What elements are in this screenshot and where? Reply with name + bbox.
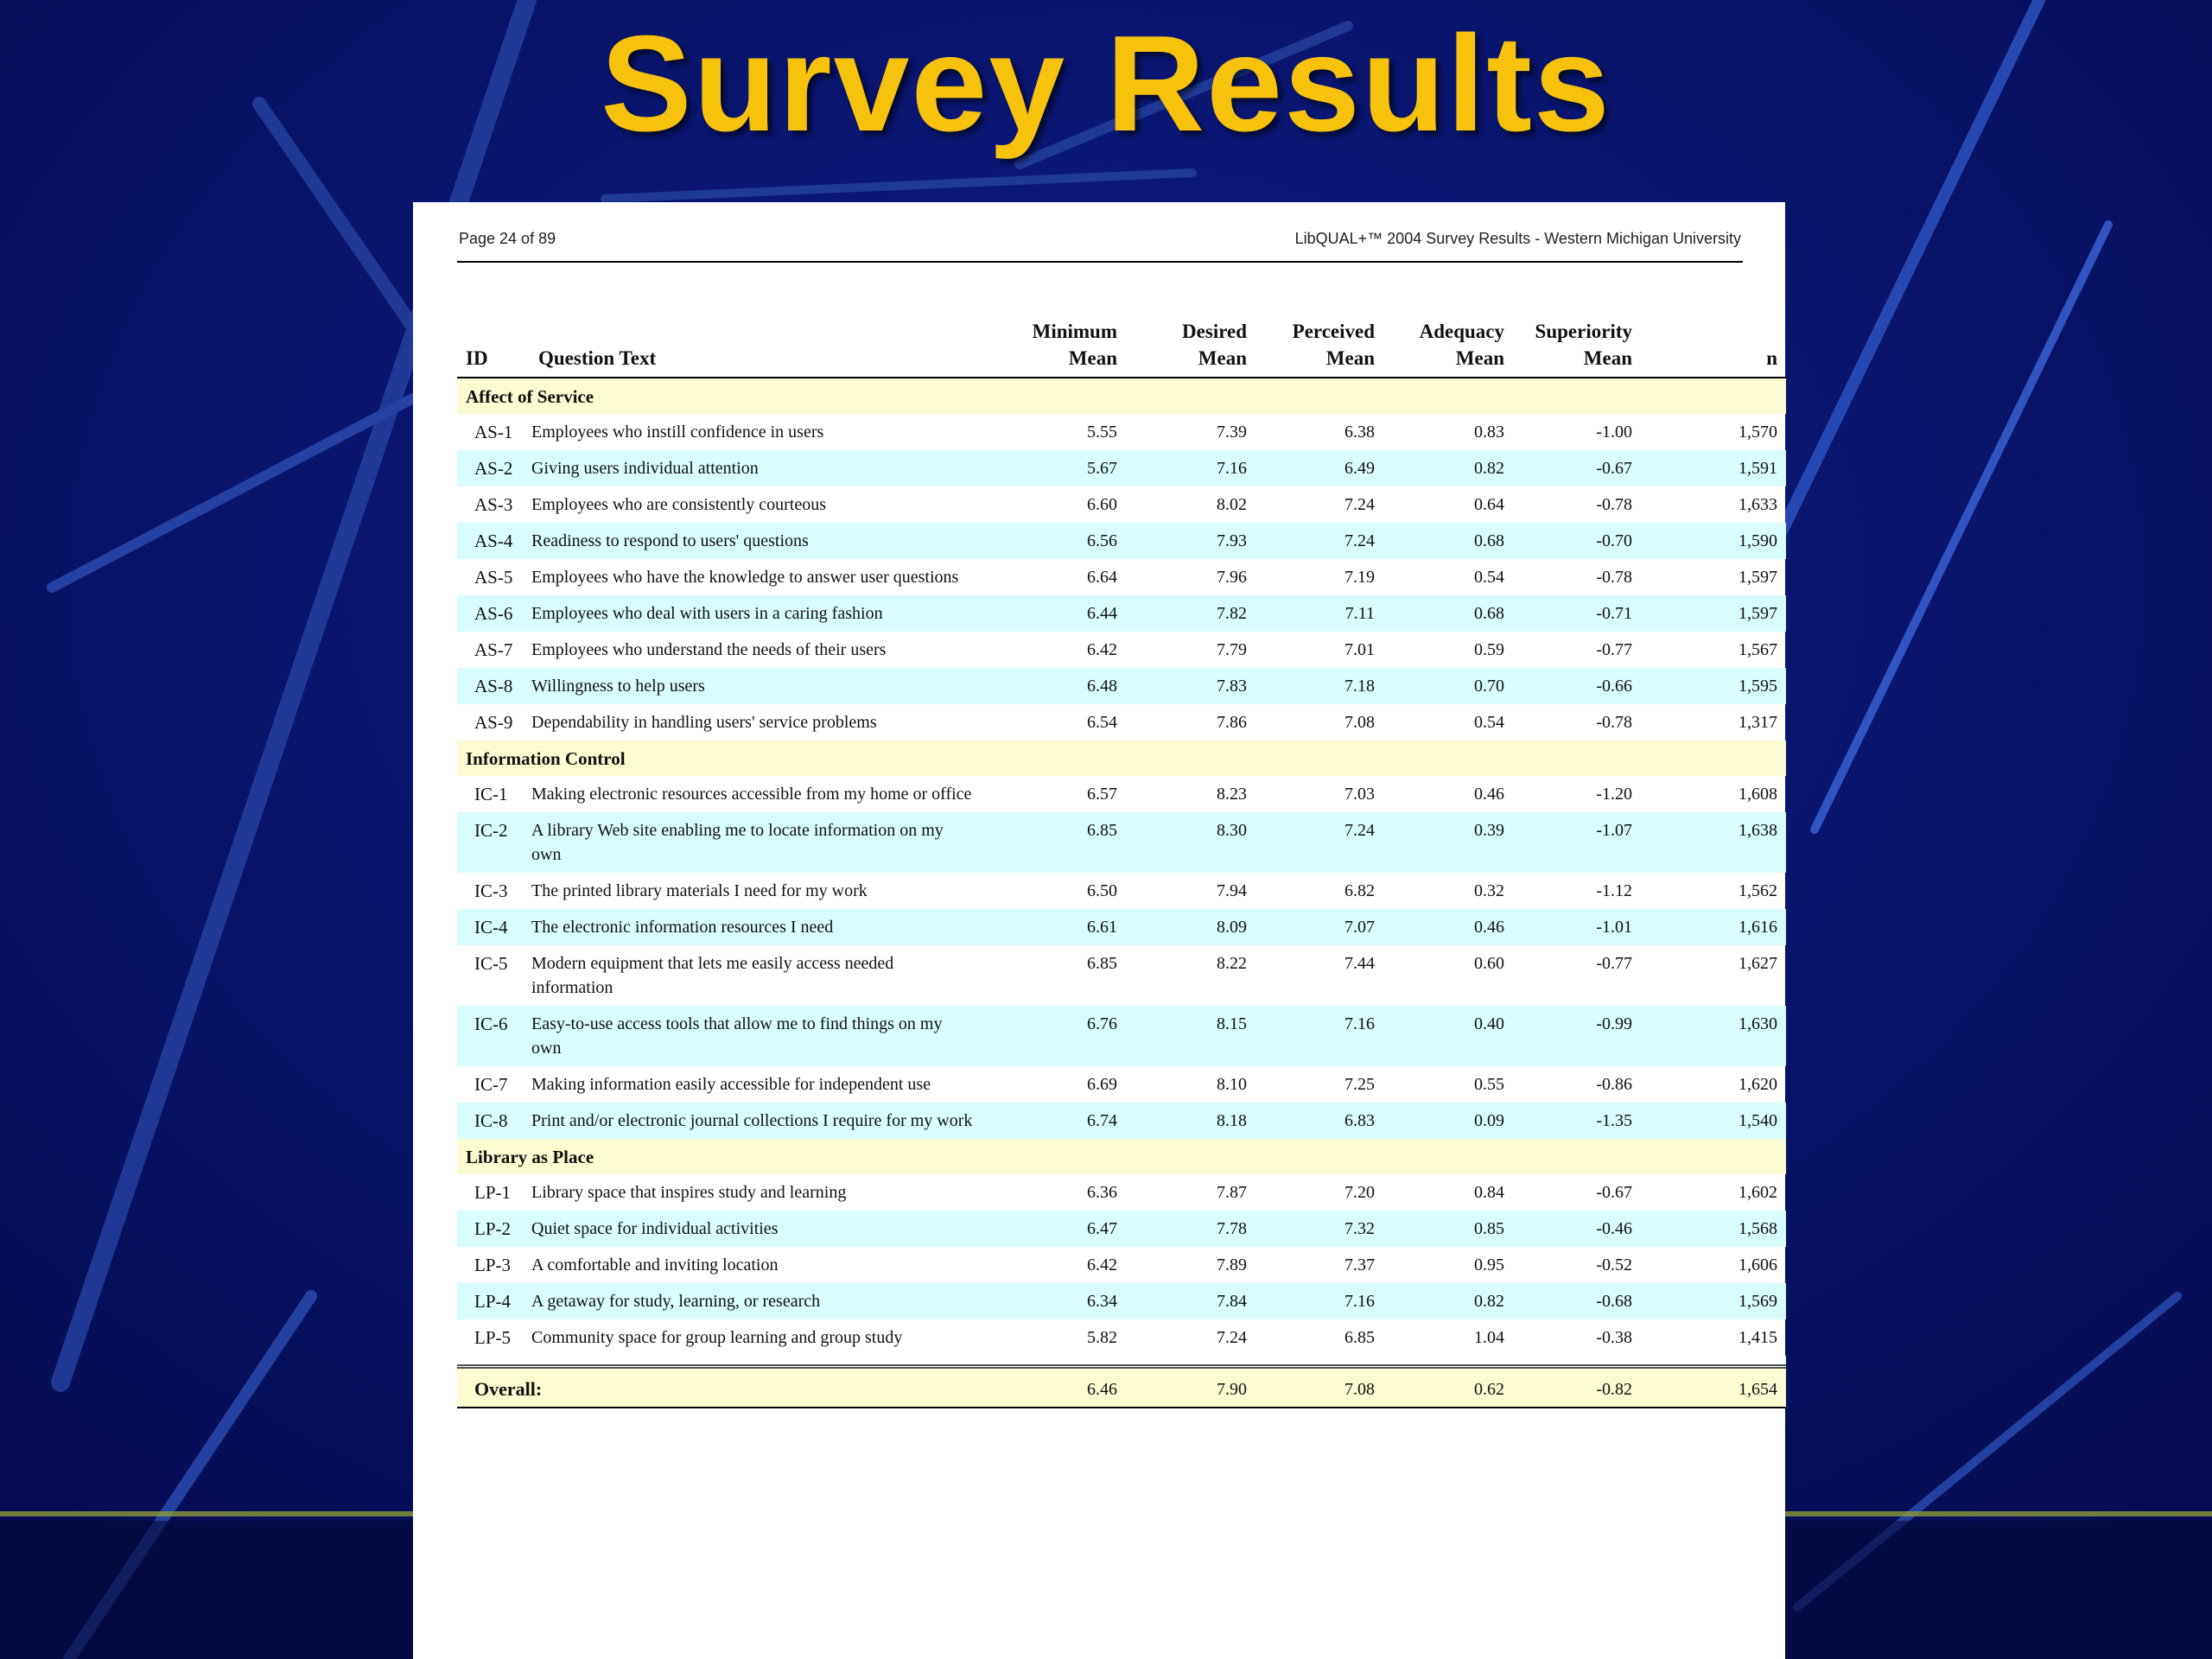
perceived-mean-value: 7.24 [1344,495,1375,514]
superiority-mean-value: -0.77 [1596,954,1632,973]
minimum-mean-value: 5.82 [1087,1328,1117,1347]
overall-minimum-mean: 6.46 [996,1367,1126,1408]
perceived-mean-value: 6.38 [1344,423,1375,442]
question-id: IC-5 [474,953,508,974]
question-text: Making information easily accessible for independent use [531,1075,931,1094]
question-id: AS-9 [474,712,513,733]
perceived-mean-value: 7.44 [1344,954,1375,973]
perceived-mean-value: 7.25 [1344,1075,1375,1094]
adequacy-mean-value: 0.82 [1383,450,1513,486]
minimum-mean-value: 5.55 [1087,423,1117,442]
survey-results-table [457,302,1786,1408]
n-value: 1,317 [1738,713,1777,732]
section-name: Affect of Service [457,378,1786,414]
question-id: LP-5 [474,1327,511,1348]
header-perceived-mean: Perceived Mean [1255,302,1383,378]
table-row [457,668,1786,704]
superiority-mean-value: -0.78 [1596,568,1632,587]
page-number: Page 24 of 89 [459,230,556,247]
desired-mean-value: 8.15 [1126,1006,1255,1066]
minimum-mean-value: 6.54 [1087,713,1117,732]
header-id: ID [457,302,530,378]
adequacy-mean-value: 0.60 [1474,954,1504,973]
section-header-row [457,378,1786,414]
adequacy-mean-value: 0.95 [1474,1255,1504,1274]
question-text: Employees who have the knowledge to answer user questions [531,568,959,587]
minimum-mean-value: 6.56 [996,523,1126,559]
question-text: Employees who understand the needs of their users [531,640,887,659]
n-value: 1,627 [1738,954,1777,973]
table-row [457,873,1786,909]
question-text: Community space for group learning and group study [531,1328,903,1347]
superiority-mean-value: -1.12 [1596,881,1632,900]
desired-mean-value: 7.93 [1126,523,1255,559]
question-id: IC-3 [474,880,508,901]
n-value: 1,633 [1738,495,1777,514]
overall-superiority-mean: -0.82 [1513,1367,1641,1408]
section-name: Library as Place [457,1139,1786,1174]
perceived-mean-value: 7.24 [1255,812,1383,873]
adequacy-mean-value: 0.70 [1383,668,1513,704]
desired-mean-value: 7.83 [1126,668,1255,704]
desired-mean-value: 7.16 [1126,450,1255,486]
question-id: AS-1 [474,422,513,442]
adequacy-mean-value: 0.84 [1474,1183,1504,1202]
question-text: A library Web site enabling me to locate information on my own [530,812,996,873]
table-row [457,414,1786,450]
n-value: 1,630 [1641,1006,1786,1066]
question-id: IC-6 [457,1006,530,1066]
desired-mean-value: 8.30 [1126,812,1255,873]
question-id: AS-7 [474,639,513,660]
question-id: IC-4 [457,909,530,945]
perceived-mean-value: 6.83 [1255,1103,1383,1139]
desired-mean-value: 7.84 [1126,1283,1255,1319]
desired-mean-value: 8.10 [1217,1075,1247,1094]
question-text: Easy-to-use access tools that allow me to find things on my own [530,1006,996,1066]
adequacy-mean-value: 0.46 [1474,785,1504,804]
superiority-mean-value: -0.52 [1596,1255,1632,1274]
minimum-mean-value: 6.47 [996,1211,1126,1247]
question-id: LP-4 [457,1283,530,1319]
overall-n: 1,654 [1641,1367,1786,1408]
table-row [457,450,1786,486]
n-value: 1,567 [1738,640,1777,659]
adequacy-mean-value: 0.40 [1383,1006,1513,1066]
perceived-mean-value: 7.16 [1255,1006,1383,1066]
section-header-row [457,1139,1786,1174]
adequacy-mean-value: 0.83 [1474,423,1504,442]
desired-mean-value: 8.02 [1217,495,1247,514]
desired-mean-value: 7.39 [1217,423,1247,442]
perceived-mean-value: 6.82 [1344,881,1375,900]
perceived-mean-value: 7.19 [1344,568,1375,587]
superiority-mean-value: -0.99 [1513,1006,1641,1066]
minimum-mean-value: 6.74 [996,1103,1126,1139]
table-header-row [457,302,1786,378]
n-value: 1,616 [1641,909,1786,945]
minimum-mean-value: 6.64 [1087,568,1117,587]
minimum-mean-value: 6.85 [996,812,1126,873]
header-question-text: Question Text [530,302,996,378]
adequacy-mean-value: 0.09 [1383,1103,1513,1139]
question-id: AS-4 [457,523,530,559]
header-desired-mean: Desired Mean [1126,302,1255,378]
superiority-mean-value: -0.46 [1513,1211,1641,1247]
minimum-mean-value: 6.69 [1087,1075,1117,1094]
n-value: 1,595 [1641,668,1786,704]
question-id: AS-2 [457,450,530,486]
table-spacer [457,1356,1786,1367]
question-id: IC-2 [457,812,530,873]
n-value: 1,620 [1738,1075,1777,1094]
desired-mean-value: 8.18 [1126,1103,1255,1139]
n-value: 1,569 [1641,1283,1786,1319]
adequacy-mean-value: 0.46 [1383,909,1513,945]
perceived-mean-value: 7.16 [1255,1283,1383,1319]
question-id: IC-7 [474,1074,508,1095]
table-row [457,1174,1786,1211]
desired-mean-value: 7.86 [1217,713,1247,732]
report-title: LibQUAL+™ 2004 Survey Results - Western Michigan University [1294,230,1741,247]
desired-mean-value: 7.24 [1217,1328,1247,1347]
desired-mean-value: 8.22 [1217,954,1247,973]
table-row [457,945,1786,1006]
superiority-mean-value: -1.00 [1596,423,1632,442]
question-text: Dependability in handling users' service problems [531,713,877,732]
table-row [457,1319,1786,1356]
section-header-row [457,741,1786,776]
perceived-mean-value: 6.85 [1344,1328,1375,1347]
perceived-mean-value: 7.03 [1344,785,1375,804]
table-row [457,812,1786,873]
perceived-mean-value: 7.11 [1255,595,1383,632]
n-value: 1,415 [1738,1328,1777,1347]
table-body [457,378,1786,1408]
overall-adequacy-mean: 0.62 [1383,1367,1513,1408]
question-text: Modern equipment that lets me easily access needed information [531,954,894,997]
table-row [457,1006,1786,1066]
question-text: The printed library materials I need for my work [531,881,868,900]
question-text: A comfortable and inviting location [531,1255,779,1274]
minimum-mean-value: 6.36 [1087,1183,1117,1202]
adequacy-mean-value: 0.39 [1383,812,1513,873]
question-text: The electronic information resources I need [530,909,996,945]
question-text: Employees who deal with users in a caring fashion [530,595,996,632]
question-id: LP-1 [474,1182,511,1203]
desired-mean-value: 8.23 [1217,785,1247,804]
adequacy-mean-value: 0.54 [1474,568,1504,587]
desired-mean-value: 7.78 [1126,1211,1255,1247]
adequacy-mean-value: 0.55 [1474,1075,1504,1094]
section-name: Information Control [457,741,1786,776]
perceived-mean-value: 7.07 [1255,909,1383,945]
table-row [457,776,1786,812]
overall-label: Overall: [457,1367,996,1408]
minimum-mean-value: 6.76 [996,1006,1126,1066]
n-value: 1,562 [1738,881,1777,900]
superiority-mean-value: -1.01 [1513,909,1641,945]
perceived-mean-value: 6.49 [1255,450,1383,486]
minimum-mean-value: 6.42 [1087,640,1117,659]
adequacy-mean-value: 0.54 [1474,713,1504,732]
desired-mean-value: 7.79 [1217,640,1247,659]
question-text: A getaway for study, learning, or research [530,1283,996,1319]
desired-mean-value: 7.94 [1217,881,1247,900]
table-row [457,595,1786,632]
slide-title: Survey Results [601,8,1611,160]
question-id: AS-8 [457,668,530,704]
overall-desired-mean: 7.90 [1126,1367,1255,1408]
question-id: IC-8 [457,1103,530,1139]
table-row [457,1103,1786,1139]
minimum-mean-value: 6.50 [1087,881,1117,900]
minimum-mean-value: 5.67 [996,450,1126,486]
question-text: Giving users individual attention [530,450,996,486]
question-text: Employees who instill confidence in users [531,423,824,442]
question-id: AS-6 [457,595,530,632]
table-row [457,909,1786,945]
adequacy-mean-value: 0.59 [1474,640,1504,659]
spacer-cell [457,1356,1786,1367]
superiority-mean-value: -0.66 [1513,668,1641,704]
superiority-mean-value: -1.07 [1513,812,1641,873]
superiority-mean-value: -0.78 [1596,495,1632,514]
superiority-mean-value: -0.78 [1596,713,1632,732]
table-row [457,632,1786,668]
header-adequacy-mean: Adequacy Mean [1383,302,1513,378]
desired-mean-value: 7.82 [1126,595,1255,632]
question-text: Making electronic resources accessible from my home or office [531,785,972,804]
question-id: AS-3 [474,494,513,515]
table-row [457,1283,1786,1319]
minimum-mean-value: 6.34 [996,1283,1126,1319]
adequacy-mean-value: 1.04 [1474,1328,1504,1347]
minimum-mean-value: 6.61 [996,909,1126,945]
desired-mean-value: 7.87 [1217,1183,1247,1202]
superiority-mean-value: -1.20 [1596,785,1632,804]
superiority-mean-value: -0.38 [1596,1328,1632,1347]
n-value: 1,638 [1641,812,1786,873]
superiority-mean-value: -1.35 [1513,1103,1641,1139]
overall-row [457,1367,1786,1408]
page-header [457,223,1743,263]
superiority-mean-value: -0.68 [1513,1283,1641,1319]
superiority-mean-value: -0.77 [1596,640,1632,659]
adequacy-mean-value: 0.85 [1383,1211,1513,1247]
table-row [457,1247,1786,1283]
n-value: 1,597 [1641,595,1786,632]
minimum-mean-value: 6.60 [1087,495,1117,514]
n-value: 1,606 [1738,1255,1777,1274]
adequacy-mean-value: 0.32 [1474,881,1504,900]
question-text: Willingness to help users [530,668,996,704]
header-n: n [1641,302,1786,378]
table-row [457,486,1786,523]
perceived-mean-value: 7.20 [1344,1183,1375,1202]
n-value: 1,602 [1738,1183,1777,1202]
question-id: LP-2 [457,1211,530,1247]
n-value: 1,570 [1738,423,1777,442]
desired-mean-value: 7.89 [1217,1255,1247,1274]
table-row [457,1211,1786,1247]
minimum-mean-value: 6.42 [1087,1255,1117,1274]
perceived-mean-value: 7.01 [1344,640,1375,659]
table-row [457,1066,1786,1103]
n-value: 1,590 [1641,523,1786,559]
perceived-mean-value: 7.24 [1255,523,1383,559]
adequacy-mean-value: 0.68 [1383,595,1513,632]
superiority-mean-value: -0.67 [1596,1183,1632,1202]
minimum-mean-value: 6.57 [1087,785,1117,804]
question-text: Quiet space for individual activities [530,1211,996,1247]
report-page [413,202,1785,1659]
question-text: Library space that inspires study and learning [531,1183,847,1202]
desired-mean-value: 8.09 [1126,909,1255,945]
n-value: 1,591 [1641,450,1786,486]
n-value: 1,608 [1738,785,1777,804]
question-id: LP-3 [474,1255,511,1275]
question-text: Readiness to respond to users' questions [530,523,996,559]
minimum-mean-value: 6.85 [1087,954,1117,973]
n-value: 1,540 [1641,1103,1786,1139]
superiority-mean-value: -0.70 [1513,523,1641,559]
table-row [457,704,1786,741]
question-id: IC-1 [474,784,508,804]
superiority-mean-value: -0.67 [1513,450,1641,486]
desired-mean-value: 7.96 [1217,568,1247,587]
superiority-mean-value: -0.86 [1596,1075,1632,1094]
perceived-mean-value: 7.08 [1344,713,1375,732]
perceived-mean-value: 7.32 [1255,1211,1383,1247]
question-text: Print and/or electronic journal collections I require for my work [530,1103,996,1139]
perceived-mean-value: 7.18 [1255,668,1383,704]
header-superiority-mean: Superiority Mean [1513,302,1641,378]
adequacy-mean-value: 0.82 [1383,1283,1513,1319]
superiority-mean-value: -0.71 [1513,595,1641,632]
minimum-mean-value: 6.48 [996,668,1126,704]
question-id: AS-5 [474,567,513,588]
overall-perceived-mean: 7.08 [1255,1367,1383,1408]
adequacy-mean-value: 0.64 [1474,495,1504,514]
question-text: Employees who are consistently courteous [531,495,827,514]
adequacy-mean-value: 0.68 [1383,523,1513,559]
header-minimum-mean: Minimum Mean [996,302,1126,378]
n-value: 1,568 [1641,1211,1786,1247]
n-value: 1,597 [1738,568,1777,587]
table-row [457,523,1786,559]
table-row [457,559,1786,595]
perceived-mean-value: 7.37 [1344,1255,1375,1274]
minimum-mean-value: 6.44 [996,595,1126,632]
